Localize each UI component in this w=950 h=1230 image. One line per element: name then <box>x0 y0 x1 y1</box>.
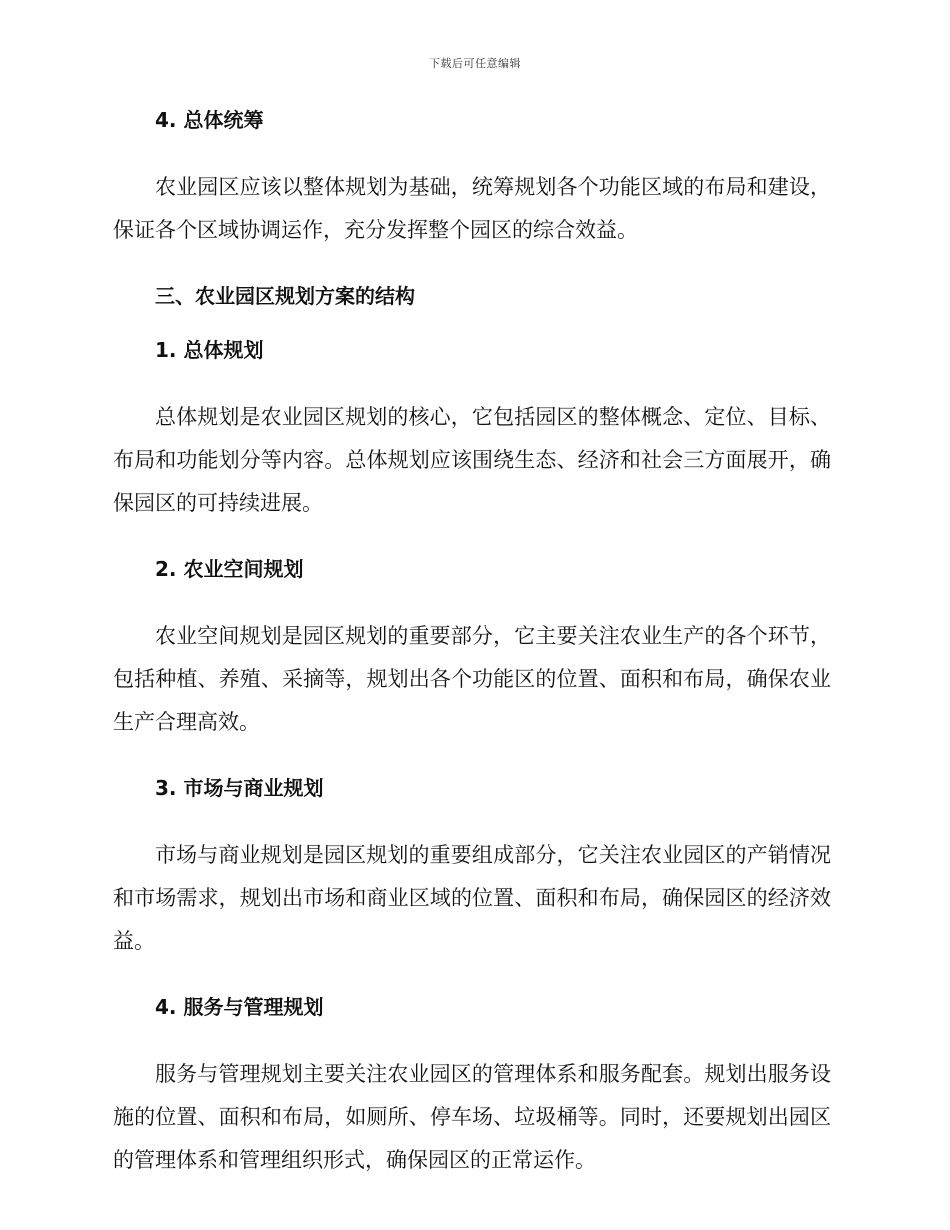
document-body <box>113 106 831 1182</box>
section-paragraph-service-management: 服务与管理规划主要关注农业园区的管理体系和服务配套。规划出服务设施的位置、面积和布局，如厕所、停车场、垃圾桶等。同时，还要规划出园区的管理体系和管理组织形式，确保园区的正常运作。 <box>113 1062 831 1172</box>
chapter-heading-plan-structure: 三、农业园区规划方案的结构 <box>155 284 415 308</box>
section-paragraph-agricultural-space: 农业空间规划是园区规划的重要部分，它主要关注农业生产的各个环节，包括种植、养殖、采摘等，规划出各个功能区的位置、面积和布局，确保农业生产合理高效。 <box>113 624 831 734</box>
section-heading-service-management: 4. 服务与管理规划 <box>155 995 324 1019</box>
section-paragraph-market-commerce: 市场与商业规划是园区规划的重要组成部分，它关注农业园区的产销情况和市场需求，规划出市场和商业区域的位置、面积和布局，确保园区的经济效益。 <box>113 843 831 953</box>
section-heading-agricultural-space: 2. 农业空间规划 <box>155 557 304 581</box>
section-heading-master-plan: 1. 总体规划 <box>155 338 264 362</box>
section-paragraph-master-plan: 总体规划是农业园区规划的核心，它包括园区的整体概念、定位、目标、布局和功能划分等内容。总体规划应该围绕生态、经济和社会三方面展开，确保园区的可持续进展。 <box>113 405 831 515</box>
section-paragraph-overall-coordination: 农业园区应该以整体规划为基础，统筹规划各个功能区域的布局和建设，保证各个区域协调运作，充分发挥整个园区的综合效益。 <box>113 175 831 242</box>
page-header: 下载后可任意编辑 <box>429 57 521 70</box>
section-heading-overall-coordination: 4. 总体统筹 <box>155 108 264 132</box>
section-heading-market-commerce: 3. 市场与商业规划 <box>155 776 324 800</box>
